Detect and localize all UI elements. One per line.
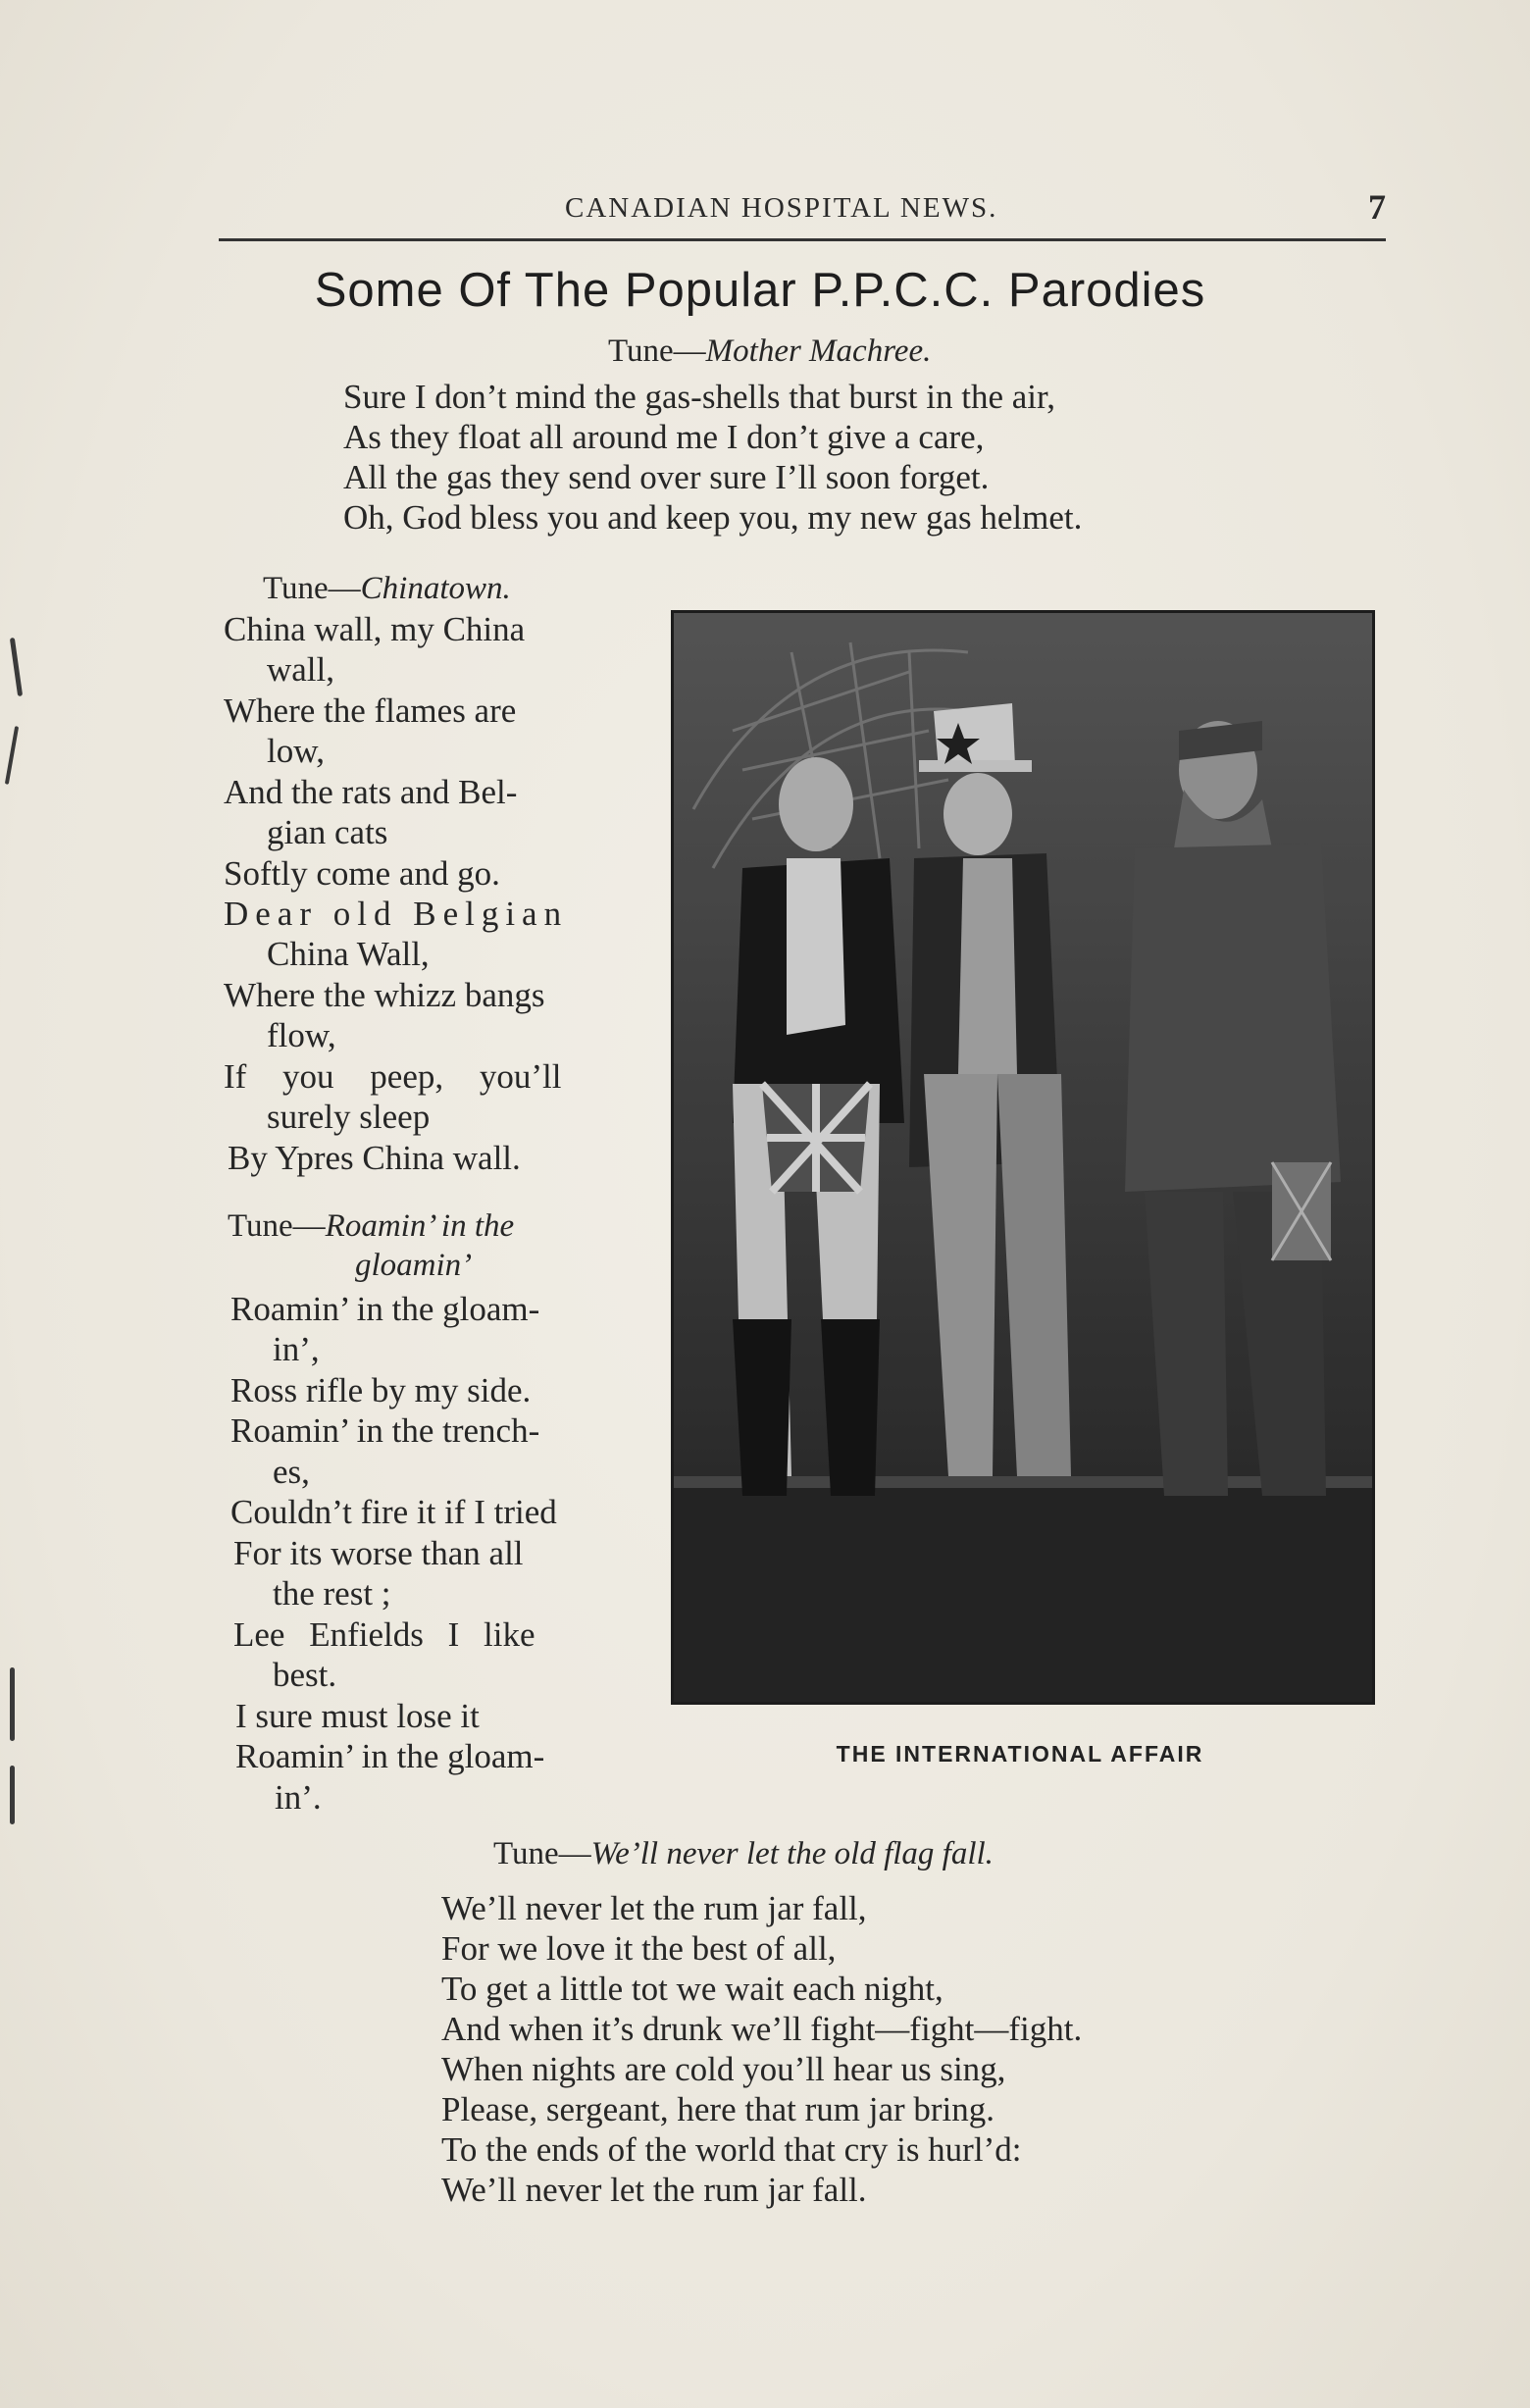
tune-heading <box>263 571 511 607</box>
verse-line: As they float all around me I don’t give a care, <box>343 418 985 456</box>
tune-name: Mother Machree. <box>705 333 932 369</box>
verse-line: Lee Enfields I like <box>233 1615 536 1654</box>
article-title: Some Of The Popular P.P.C.C. Parodies <box>314 264 1206 317</box>
verse-line: For its worse than all <box>233 1534 524 1572</box>
verse-line: Roamin’ in the gloam- <box>230 1290 540 1328</box>
verse-line: To the ends of the world that cry is hurl’d: <box>441 2130 1022 2169</box>
verse-line: Please, sergeant, here that rum jar bring. <box>441 2090 995 2128</box>
tune-prefix: Tune— <box>608 333 706 369</box>
tune-heading <box>493 1836 994 1872</box>
verse-line: Ross rifle by my side. <box>230 1371 532 1409</box>
verse-line: Roamin’ in the gloam- <box>235 1737 545 1775</box>
verse-line: We’ll never let the rum jar fall. <box>441 2171 867 2209</box>
verse-line: best. <box>273 1656 337 1694</box>
verse-line: in’. <box>275 1778 322 1817</box>
verse-line: wall, <box>267 650 335 689</box>
verse-line: China Wall, <box>267 935 430 973</box>
verse-line: surely sleep <box>267 1098 431 1136</box>
verse-line: We’ll never let the rum jar fall, <box>441 1889 867 1927</box>
verse-line: gian cats <box>267 813 388 851</box>
verse-line: If you peep, you’ll <box>224 1057 562 1096</box>
running-header <box>219 186 1386 235</box>
photo-caption: THE INTERNATIONAL AFFAIR <box>836 1741 1204 1767</box>
tune-prefix: Tune— <box>263 571 361 606</box>
verse-line: Where the whizz bangs <box>224 976 545 1014</box>
photo-illustration <box>674 613 1372 1702</box>
verse-line: Oh, God bless you and keep you, my new gas helmet. <box>343 498 1083 537</box>
verse-line: For we love it the best of all, <box>441 1929 837 1968</box>
tune-prefix: Tune— <box>228 1208 326 1244</box>
verse-line: I sure must lose it <box>235 1697 480 1735</box>
tune-heading <box>228 1208 514 1245</box>
tune-name: Chinatown. <box>360 571 511 606</box>
page-number: 7 <box>1368 187 1386 227</box>
binding-mark <box>10 1766 15 1824</box>
verse-line: All the gas they send over sure I’ll soon forget. <box>343 458 990 496</box>
verse-line: And when it’s drunk we’ll fight—fight—fight. <box>441 2010 1083 2048</box>
tune-name: Roamin’ in the <box>325 1208 515 1244</box>
verse-line: By Ypres China wall. <box>228 1139 521 1177</box>
tune-name: We’ll never let the old flag fall. <box>590 1836 994 1871</box>
binding-mark <box>10 638 23 696</box>
verse-line: To get a little tot we wait each night, <box>441 1970 944 2008</box>
verse-line: When nights are cold you’ll hear us sing, <box>441 2050 1006 2088</box>
verse-line: Sure I don’t mind the gas-shells that burst in the air, <box>343 378 1056 416</box>
verse-line: And the rats and Bel- <box>224 773 518 811</box>
verse-line: China wall, my China <box>224 610 526 648</box>
verse-line: Softly come and go. <box>224 854 500 893</box>
verse-line: Roamin’ in the trench- <box>230 1411 540 1450</box>
verse-line: es, <box>273 1453 310 1491</box>
tune-name: gloamin’ <box>355 1248 473 1283</box>
tune-heading <box>608 333 931 370</box>
verse-line: Dear old Belgian <box>224 895 569 933</box>
verse-line: the rest ; <box>273 1574 391 1613</box>
binding-mark <box>10 1667 15 1741</box>
binding-mark <box>5 726 19 785</box>
verse-line: Couldn’t fire it if I tried <box>230 1493 557 1531</box>
verse-line: low, <box>267 732 325 770</box>
verse-line: Where the flames are <box>224 692 517 730</box>
verse-line: flow, <box>267 1016 336 1054</box>
photograph <box>671 610 1375 1705</box>
running-title: CANADIAN HOSPITAL NEWS. <box>565 192 998 224</box>
tune-heading-continued <box>355 1248 472 1284</box>
header-rule <box>219 238 1386 241</box>
tune-prefix: Tune— <box>493 1836 591 1871</box>
verse-line: in’, <box>273 1330 320 1368</box>
